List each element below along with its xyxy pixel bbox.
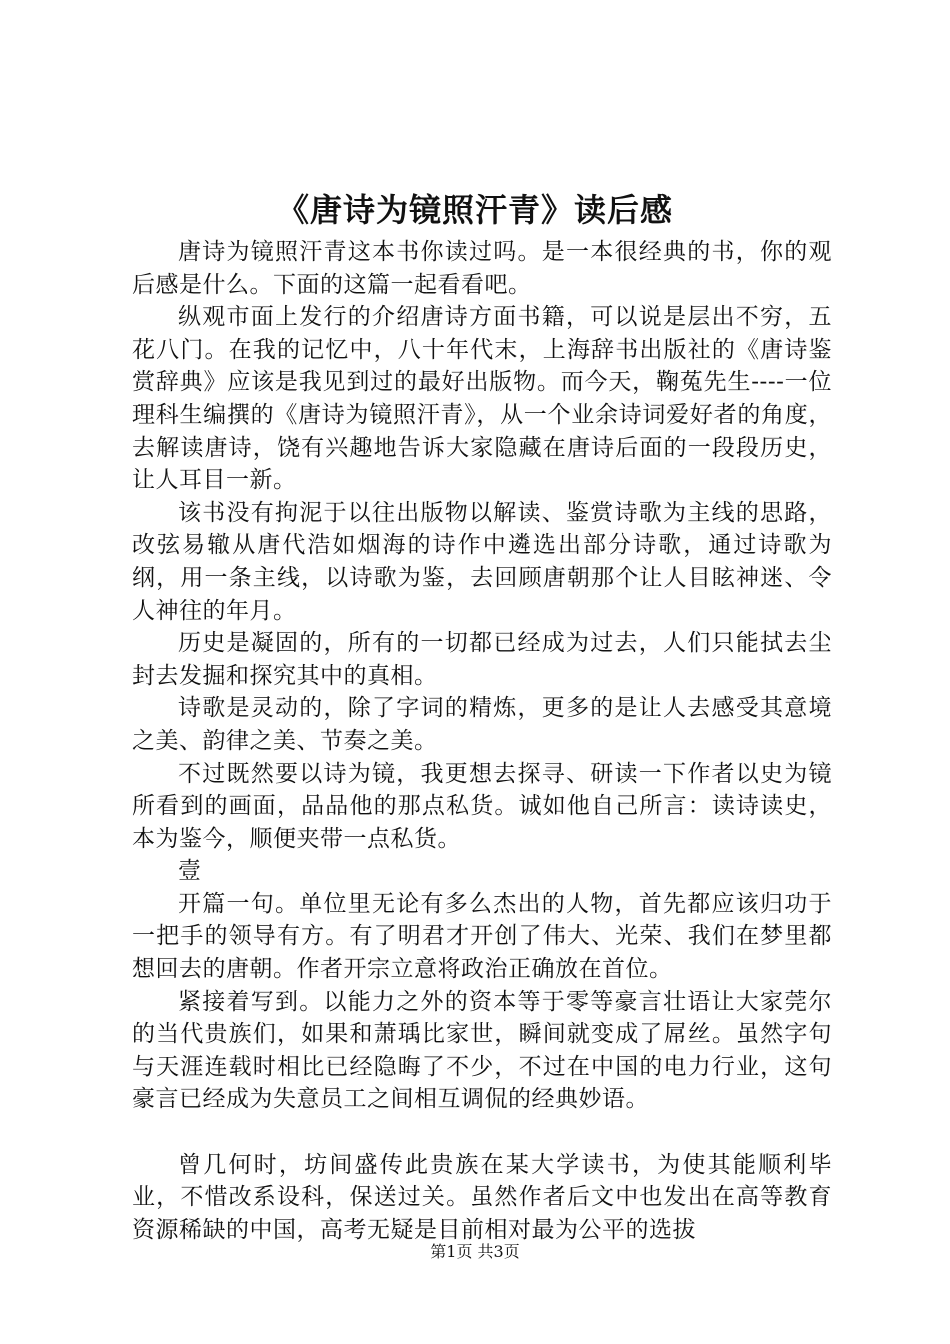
paragraph: 曾几何时，坊间盛传此贵族在某大学读书，为使其能顺利毕业，不惜改系设科，保送过关。虽然作者后文中也发出在高等教育资源稀缺的中国，高考无疑是目前相对最为公平的选拔	[132, 1151, 832, 1243]
paragraph: 历史是凝固的，所有的一切都已经成为过去，人们只能拭去尘封去发掘和探究其中的真相。	[132, 630, 832, 689]
section-heading: 壹	[178, 858, 202, 885]
document-body	[132, 236, 832, 1246]
document-title: 《唐诗为镜照汗青》读后感	[276, 191, 673, 229]
paragraph: 开篇一句。单位里无论有多么杰出的人物，首先都应该归功于一把手的领导有方。有了明君才开创了伟大、光荣、我们在梦里都想回去的唐朝。作者开宗立意将政治正确放在首位。	[132, 890, 832, 983]
page-number: 第1页 共3页	[430, 1242, 520, 1261]
paragraph: 该书没有拘泥于以往出版物以解读、鉴赏诗歌为主线的思路，改弦易辙从唐代浩如烟海的诗作中遴选出部分诗歌，通过诗歌为纲，用一条主线，以诗歌为鉴，去回顾唐朝那个让人目眩神迷、令人神往的年月。	[132, 499, 832, 624]
paragraph: 紧接着写到。以能力之外的资本等于零等豪言壮语让大家莞尔的当代贵族们，如果和萧瑀比家世，瞬间就变成了屌丝。虽然字句与天涯连载时相比已经隐晦了不少，不过在中国的电力行业，这句豪言已经成为失意员工之间相互调侃的经典妙语。	[132, 988, 832, 1113]
paragraph: 不过既然要以诗为镜，我更想去探寻、研读一下作者以史为镜所看到的画面，品品他的那点私货。诚如他自己所言：读诗读史，本为鉴今，顺便夹带一点私货。	[132, 760, 832, 852]
paragraph: 诗歌是灵动的，除了字词的精炼，更多的是让人去感受其意境之美、韵律之美、节奏之美。	[132, 695, 832, 754]
paragraph: 纵观市面上发行的介绍唐诗方面书籍，可以说是层出不穷，五花八门。在我的记忆中，八十年代末，上海辞书出版社的《唐诗鉴赏辞典》应该是我见到过的最好出版物。而今天，鞠菟先生----一位理科生编撰的《唐诗为镜照汗青》，从一个业余诗词爱好者的角度，去解读唐诗，饶有兴趣地告诉大家隐藏在唐诗后面的一段段历史，让人耳目一新。	[132, 304, 832, 494]
paragraph: 唐诗为镜照汗青这本书你读过吗。是一本很经典的书，你的观后感是什么。下面的这篇一起看看吧。	[132, 239, 832, 298]
